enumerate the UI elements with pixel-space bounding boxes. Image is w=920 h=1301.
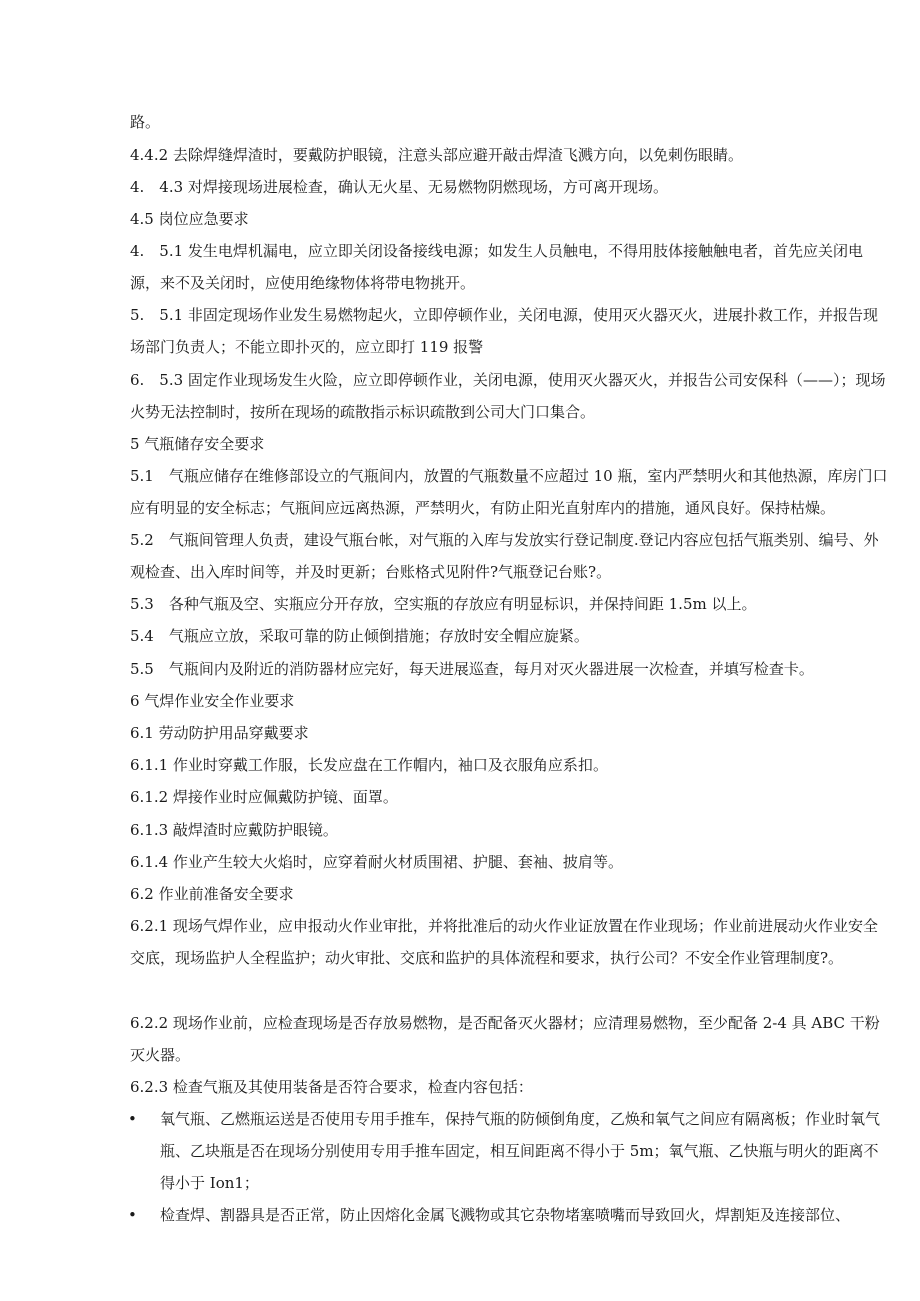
paragraph-6-1-3: 6.1.3 敲焊渣时应戴防护眼镜。 [130, 821, 338, 839]
paragraph-4-4-3: 4. 4.3 对焊接现场进展检查，确认无火星、无易燃物阴燃现场，方可离开现场。 [130, 178, 668, 196]
bullet-marker: • [128, 1206, 137, 1224]
bullet-item-torch-check: 检查焊、割器具是否正常，防止因熔化金属飞溅物或其它杂物堵塞喷嘴而导致回火，焊割矩及连接部位、 [160, 1206, 851, 1224]
paragraph-4-5-1: 4. 5.1 发生电焊机漏电，应立即关闭设备接线电源；如发生人员触电，不得用肢体接触触电者，首先应关闭电源，来不及关闭时，应使用绝缘物体将带电物挑开。 [130, 242, 863, 292]
bullet-marker: • [128, 1110, 137, 1128]
paragraph-6-2-1: 6.2.1 现场气焊作业，应申报动火作业审批，并将批准后的动火作业证放置在作业现场；作业前进展动火作业安全交底，现场监护人全程监护；动火审批、交底和监护的具体流程和要求，执行公司？不安全作业管理制度?。 [130, 917, 878, 967]
heading-6: 6 气焊作业安全作业要求 [130, 692, 295, 710]
heading-4-5: 4.5 岗位应急要求 [130, 210, 249, 228]
paragraph-6-1-1: 6.1.1 作业时穿戴工作服，长发应盘在工作帽内，袖口及衣服角应系扣。 [130, 756, 608, 774]
paragraph-6-5-3: 6. 5.3 固定作业现场发生火险，应立即停顿作业，关闭电源，使用灭火器灭火，并报告公司安保科（——）；现场火势无法控制时，按所在现场的疏散指示标识疏散到公司大门口集合。 [130, 371, 886, 421]
heading-6-2: 6.2 作业前准备安全要求 [130, 885, 294, 903]
paragraph-4-4-2: 4.4.2 去除焊缝焊渣时，要戴防护眼镜，注意头部应避开敲击焊渣飞溅方向，以免刺伤眼睛。 [130, 146, 743, 164]
paragraph-continuation: 路。 [130, 113, 161, 131]
paragraph-6-1-2: 6.1.2 焊接作业时应佩戴防护镜、面罩。 [130, 788, 398, 806]
paragraph-5-1: 5.1 气瓶应储存在维修部设立的气瓶间内，放置的气瓶数量不应超过 10 瓶，室内严禁明火和其他热源，库房门口应有明显的安全标志；气瓶间应远离热源，严禁明火，有防止阳光直射库内的措施，通风良好。保持枯燥。 [130, 467, 888, 517]
paragraph-5-3: 5.3 各种气瓶及空、实瓶应分开存放，空实瓶的存放应有明显标识，并保持间距 1.5m 以上。 [130, 595, 757, 613]
paragraph-5-5-1: 5. 5.1 非固定现场作业发生易燃物起火，立即停顿作业，关闭电源，使用灭火器灭火，进展扑救工作，并报告现场部门负责人；不能立即扑灭的，应立即打 119 报警 [130, 306, 878, 356]
paragraph-5-4: 5.4 气瓶应立放，采取可靠的防止倾倒措施；存放时安全帽应旋紧。 [130, 627, 589, 645]
paragraph-6-1-4: 6.1.4 作业产生较大火焰时，应穿着耐火材质围裙、护腿、套袖、披肩等。 [130, 853, 623, 871]
heading-5: 5 气瓶储存安全要求 [130, 435, 265, 453]
heading-6-1: 6.1 劳动防护用品穿戴要求 [130, 724, 309, 742]
paragraph-6-2-2: 6.2.2 现场作业前，应检查现场是否存放易燃物，是否配备灭火器材；应清理易燃物，至少配备 2-4 具 ABC 干粉灭火器。 [130, 1014, 880, 1064]
bullet-item-gas-cylinders: 氧气瓶、乙燃瓶运送是否使用专用手推车，保持气瓶的防倾倒角度，乙焕和氧气之间应有隔离板；作业时氧气瓶、乙块瓶是否在现场分别使用专用手推车固定，相互间距离不得小于 5m；氧气瓶、乙快瓶与明火的距离不得小于 Ion1； [160, 1110, 881, 1192]
paragraph-6-2-3: 6.2.3 检查气瓶及其使用装备是否符合要求，检查内容包括： [130, 1078, 533, 1096]
paragraph-5-5: 5.5 气瓶间内及附近的消防器材应完好，每天进展巡查，每月对灭火器进展一次检查，并填写检查卡。 [130, 660, 814, 678]
paragraph-5-2: 5.2 气瓶间管理人负责，建设气瓶台帐，对气瓶的入库与发放实行登记制度.登记内容应包括气瓶类别、编号、外观检查、出入库时间等，并及时更新；台账格式见附件?气瓶登记台账?。 [130, 531, 879, 581]
